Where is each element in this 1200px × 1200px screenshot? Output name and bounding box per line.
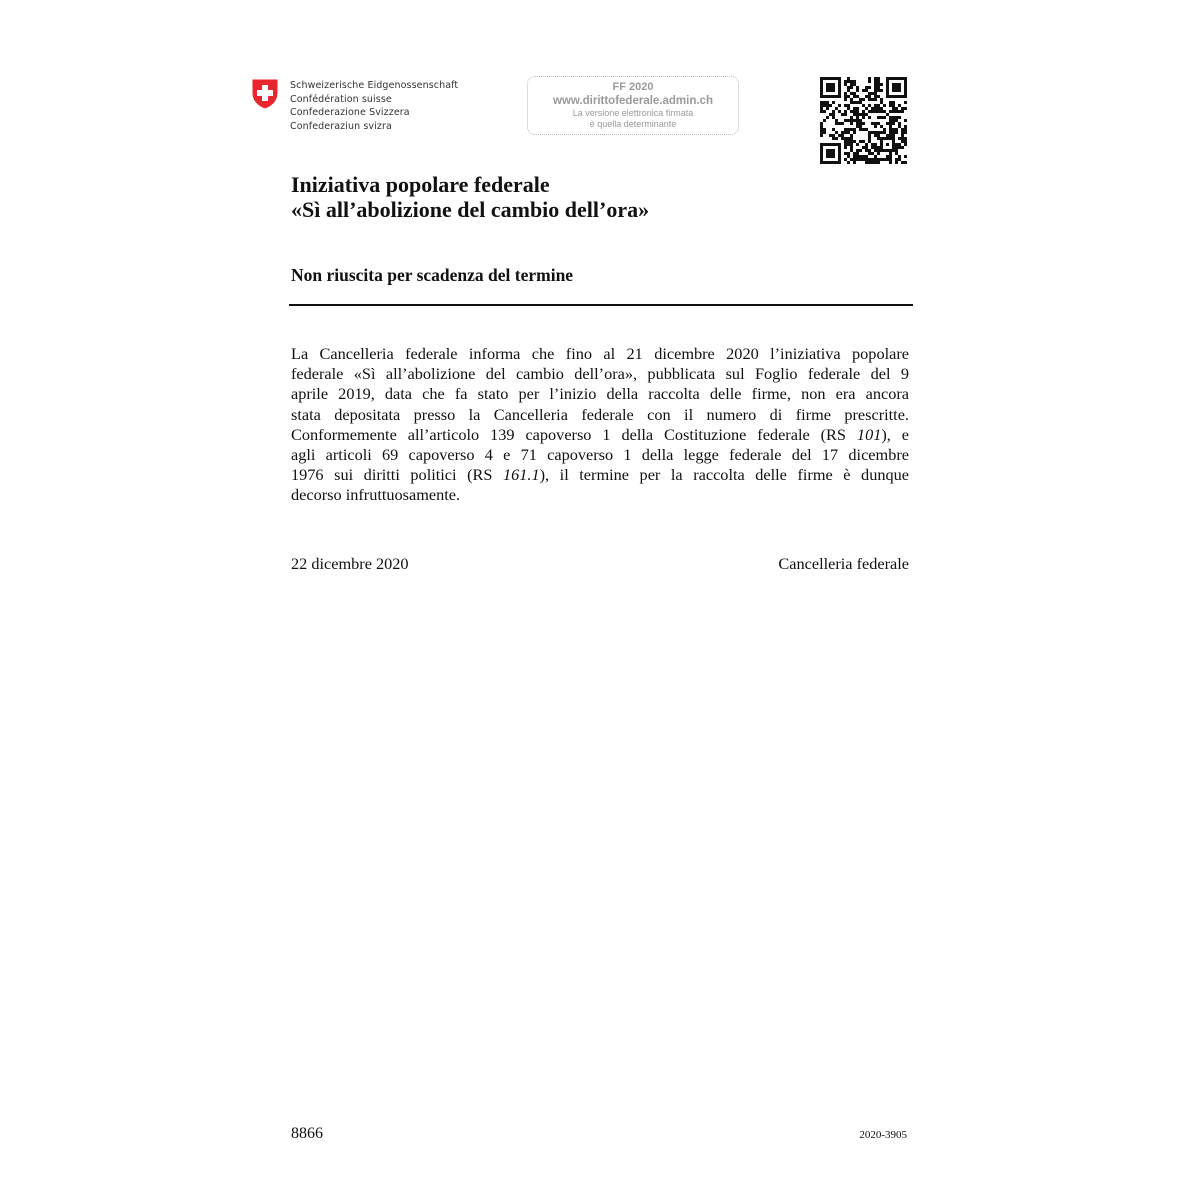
agency-name-fr: Confédération suisse [290, 93, 392, 105]
section-divider [289, 304, 913, 306]
qr-code-icon [820, 77, 907, 164]
body-text: Conformemente all’articolo 139 capoverso 1 della Costituzione federale (RS [291, 424, 857, 444]
electronic-signature-stamp [527, 76, 739, 135]
stamp-website: www.dirittofederale.admin.ch [553, 95, 713, 107]
body-line: decorso infruttuosamente. [291, 485, 461, 505]
swiss-coat-of-arms-icon [251, 78, 279, 110]
body-line: La Cancelleria federale informa che fino al 21 dicembre 2020 l’iniziativa popolare [291, 344, 909, 363]
body-line: agli articoli 69 capoverso 4 e 71 capoverso 1 della legge federale del 17 dicembre [291, 445, 909, 465]
agency-name-de: Schweizerische Eidgenossenschaft [290, 80, 459, 91]
announcement-text [291, 344, 909, 506]
status-subtitle: Non riuscita per scadenza del termine [291, 265, 574, 285]
stamp-note-line2: è quella determinante [589, 119, 677, 129]
title-line-2: «Sì all’abolizione del cambio dell’ora» [291, 197, 650, 222]
federal-agency-names [290, 79, 458, 133]
page-title [291, 172, 649, 222]
body-line [291, 465, 909, 485]
publication-date: 22 dicembre 2020 [291, 554, 409, 573]
agency-name-rm: Confederaziun svizra [290, 120, 392, 132]
body-line [291, 425, 909, 445]
body-text: ), e [881, 424, 909, 444]
body-text: 1976 sui diritti politici (RS [291, 465, 503, 485]
body-line: stata depositata presso la Cancelleria federale con il numero di firme prescritte. [291, 404, 909, 424]
signatory: Cancelleria federale [778, 554, 909, 573]
stamp-ff-reference: FF 2020 [612, 81, 654, 93]
agency-name-it: Confederazione Svizzera [290, 107, 410, 118]
legal-reference: 101 [856, 424, 882, 444]
stamp-note-line1: La versione elettronica firmata [572, 108, 694, 118]
legal-reference: 161.1 [502, 465, 540, 485]
document-reference: 2020-3905 [859, 1129, 907, 1141]
body-line: federale «Sì all’abolizione del cambio dell’ora», pubblicata sul Foglio federale del 9 [291, 364, 909, 384]
body-line: aprile 2019, data che fa stato per l’inizio della raccolta delle firme, non era ancora [291, 384, 909, 404]
page-number: 8866 [291, 1125, 323, 1142]
title-line-1: Iniziativa popolare federale [291, 172, 550, 197]
body-text: ), il termine per la raccolta delle firme è dunque [539, 465, 909, 485]
